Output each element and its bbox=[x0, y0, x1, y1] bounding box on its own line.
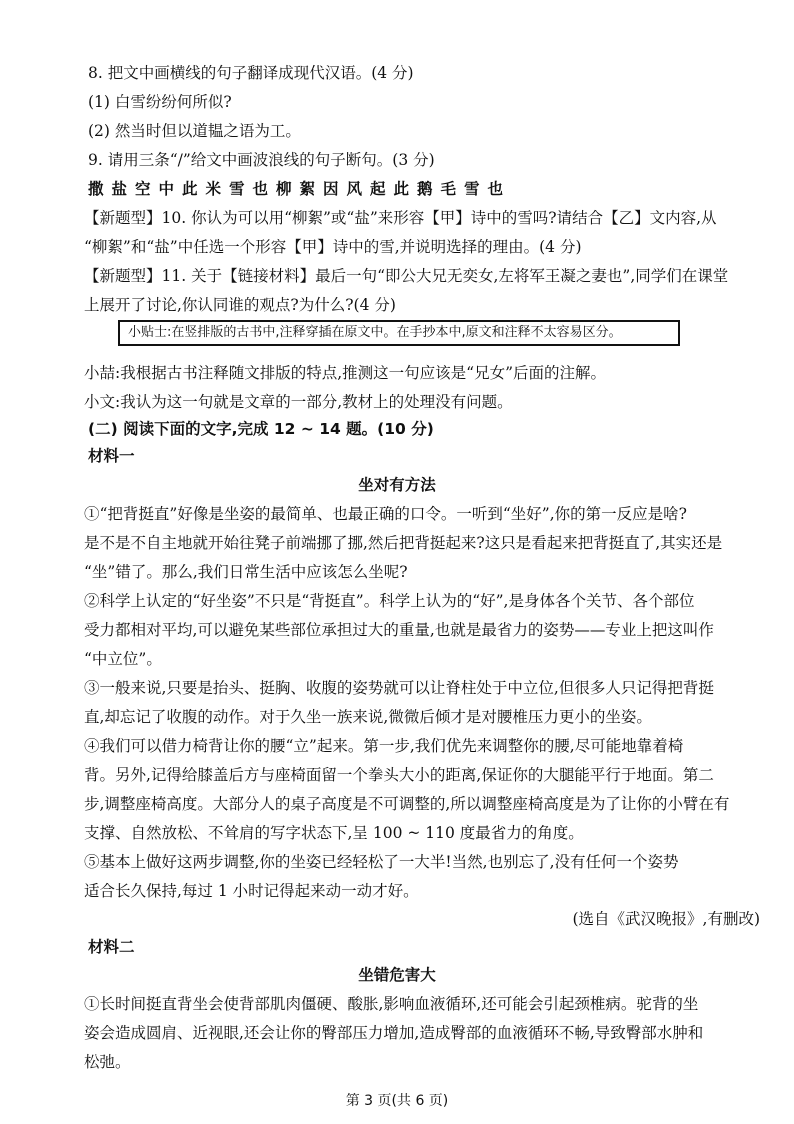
question-10-line-1: 【新题型】10. 你认为可以用“柳絮”或“盐”来形容【甲】诗中的雪吗?请结合【乙】文内容,从 bbox=[84, 209, 717, 227]
xiaowen-opinion: 小文:我认为这一句就是文章的一部分,教材上的处理没有问题。 bbox=[84, 393, 513, 411]
m1-paragraph-5-line-1: ⑤基本上做好这两步调整,你的坐姿已经轻松了一大半!当然,也别忘了,没有任何一个姿势 bbox=[84, 853, 679, 871]
material-2-title: 坐错危害大 bbox=[358, 966, 436, 984]
material-2-label: 材料二 bbox=[88, 938, 135, 956]
question-9-sentence: 撒盐空中此米雪也柳絮因风起此鹅毛雪也 bbox=[88, 180, 512, 198]
m1-paragraph-5-line-2: 适合长久保持,每过 1 小时记得起来动一动才好。 bbox=[84, 882, 419, 900]
question-8-item-1: (1) 白雪纷纷何所似? bbox=[88, 93, 232, 111]
m2-paragraph-1-line-3: 松弛。 bbox=[84, 1053, 131, 1071]
section-2-heading: (二) 阅读下面的文字,完成 12 ~ 14 题。(10 分) bbox=[88, 420, 434, 438]
material-1-label: 材料一 bbox=[88, 447, 135, 465]
m1-paragraph-2-line-1: ②科学上认定的“好坐姿”不只是“背挺直”。科学上认为的“好”,是身体各个关节、各个部位 bbox=[84, 592, 695, 610]
m1-paragraph-4-line-4: 支撑、自然放松、不耸肩的写字状态下,呈 100 ~ 110 度最省力的角度。 bbox=[84, 824, 584, 842]
m1-paragraph-2-line-3: “中立位”。 bbox=[84, 650, 162, 668]
m2-paragraph-1-line-2: 姿会造成圆肩、近视眼,还会让你的臀部压力增加,造成臀部的血液循环不畅,导致臀部水肿和 bbox=[84, 1024, 704, 1042]
m1-paragraph-1-line-2: 是不是不自主地就开始往凳子前端挪了挪,然后把背挺起来?这只是看起来把背挺直了,其实还是 bbox=[84, 534, 723, 552]
question-9: 9. 请用三条“/”给文中画波浪线的句子断句。(3 分) bbox=[88, 151, 435, 169]
page-footer: 第 3 页(共 6 页) bbox=[345, 1093, 449, 1109]
m1-paragraph-3-line-2: 直,却忘记了收腹的动作。对于久坐一族来说,微微后倾才是对腰椎压力更小的坐姿。 bbox=[84, 708, 652, 726]
material-1-source: (选自《武汉晚报》,有删改) bbox=[572, 910, 760, 928]
question-10-line-2: “柳絮”和“盐”中任选一个形容【甲】诗中的雪,并说明选择的理由。(4 分) bbox=[84, 238, 582, 256]
m1-paragraph-4-line-2: 背。另外,记得给膝盖后方与座椅面留一个拳头大小的距离,保证你的大腿能平行于地面。第二 bbox=[84, 766, 714, 784]
xiaozhe-opinion: 小喆:我根据古书注释随文排版的特点,推测这一句应该是“兄女”后面的注解。 bbox=[84, 364, 606, 382]
m2-paragraph-1-line-1: ①长时间挺直背坐会使背部肌肉僵硬、酸胀,影响血液循环,还可能会引起颈椎病。驼背的坐 bbox=[84, 995, 699, 1013]
question-11-line-2: 上展开了讨论,你认同谁的观点?为什么?(4 分) bbox=[84, 296, 396, 314]
question-8: 8. 把文中画横线的句子翻译成现代汉语。(4 分) bbox=[88, 64, 414, 82]
m1-paragraph-4-line-1: ④我们可以借力椅背让你的腰“立”起来。第一步,我们优先来调整你的腰,尽可能地靠着椅 bbox=[84, 737, 684, 755]
m1-paragraph-1-line-3: “坐”错了。那么,我们日常生活中应该怎么坐呢? bbox=[84, 563, 408, 581]
m1-paragraph-4-line-3: 步,调整座椅高度。大部分人的桌子高度是不可调整的,所以调整座椅高度是为了让你的小臂在有 bbox=[84, 795, 730, 813]
question-11-line-1: 【新题型】11. 关于【链接材料】最后一句“即公大兄无奕女,左将军王凝之妻也”,同学们在课堂 bbox=[84, 267, 729, 285]
m1-paragraph-3-line-1: ③一般来说,只要是抬头、挺胸、收腹的姿势就可以让脊柱处于中立位,但很多人只记得把背挺 bbox=[84, 679, 714, 697]
question-8-item-2: (2) 然当时但以道韫之语为工。 bbox=[88, 122, 301, 140]
tip-box: 小贴士:在竖排版的古书中,注释穿插在原文中。在手抄本中,原文和注释不太容易区分。 bbox=[118, 320, 680, 346]
m1-paragraph-1-line-1: ①“把背挺直”好像是坐姿的最简单、也最正确的口令。一听到“坐好”,你的第一反应是啥? bbox=[84, 505, 687, 523]
material-1-title: 坐对有方法 bbox=[358, 476, 436, 494]
m1-paragraph-2-line-2: 受力都相对平均,可以避免某些部位承担过大的重量,也就是最省力的姿势——专业上把这叫作 bbox=[84, 621, 714, 639]
